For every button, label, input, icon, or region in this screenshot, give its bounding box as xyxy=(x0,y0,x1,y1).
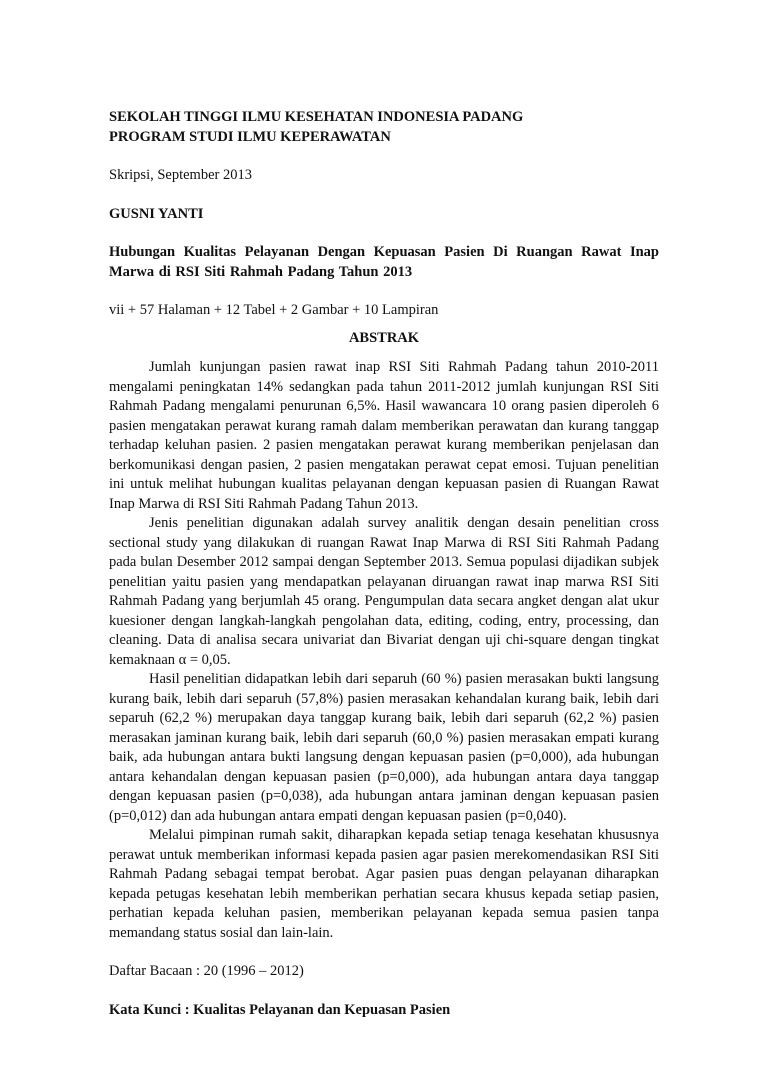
abstract-heading: ABSTRAK xyxy=(348,329,420,346)
abstract-paragraph: Melalui pimpinan rumah sakit, diharapkan kepada setiap tenaga kesehatan khususnya perawat untuk memberikan informasi kepada pasien agar pasien merekomendasikan RSI Siti Rahmah Padang sebagai tempat berobat. Agar pasien puas dengan pelayanan diharapkan kepada petugas kesehatan lebih memberikan perhatian secara khusus kepada setiap pasien, perhatian kepada keluhan pasien, memberikan pelayanan kepada semua pasien tanpa memandang status sosial dan lain-lain. xyxy=(109,827,659,941)
abstract-paragraph: Jumlah kunjungan pasien rawat inap RSI Siti Rahmah Padang tahun 2010-2011 mengalami peningkatan 14% sedangkan pada tahun 2011-2012 jumlah kunjungan RSI Siti Rahmah Padang mengalami penurunan 6,5%. Hasil wawancara 10 orang pasien diperoleh 6 pasien mengatakan perawat kurang ramah dalam memberikan perawatan dan kurang tanggap terhadap keluhan pasien. 2 pasien mengatakan perawat kurang memberikan penjelasan dan berkomunikasi dengan pasien, 2 pasien mengatakan perawat cepat emosi. Tujuan penelitian ini untuk melihat hubungan kualitas pelayanan dengan kepuasan pasien di Ruangan Rawat Inap Marwa di RSI Siti Rahmah Padang Tahun 2013. xyxy=(109,359,659,512)
abstract-paragraph: Hasil penelitian didapatkan lebih dari separuh (60 %) pasien merasakan bukti langsung kurang baik, lebih dari separuh (57,8%) pasien merasakan kehandalan kurang baik, lebih dari separuh (62,2 %) merupakan daya tanggap kurang baik, lebih dari separuh (62,2 %) pasien merasakan jaminan kurang baik, lebih dari separuh (60,0 %) pasien merasakan empati kurang baik, ada hubungan antara bukti langsung dengan kepuasan pasien (p=0,000), ada hubungan antara kehandalan dengan kepuasan pasien (p=0,000), ada hubungan antara daya tanggap dengan kepuasan pasien (p=0,038), ada hubungan antara jaminan dengan kepuasan pasien (p=0,012) dan ada hubungan antara empati dengan kepuasan pasien (p=0,040). xyxy=(109,671,659,824)
thesis-type-date: Skripsi, September 2013 xyxy=(109,167,252,183)
thesis-title: Hubungan Kualitas Pelayanan Dengan Kepuasan Pasien Di Ruangan Rawat Inap Marwa di RSI Siti Rahmah Padang Tahun 2013 xyxy=(109,244,659,280)
page-count-summary: vii + 57 Halaman + 12 Tabel + 2 Gambar + 10 Lampiran xyxy=(109,302,439,318)
abstract-paragraph: Jenis penelitian digunakan adalah survey analitik dengan desain penelitian cross sectional study yang dilakukan di ruangan Rawat Inap Marwa di RSI Siti Rahmah Padang pada bulan Desember 2012 sampai dengan September 2013. Semua populasi dijadikan subjek penelitian yaitu pasien yang mendapatkan pelayanan diruangan rawat inap marwa RSI Siti Rahmah Padang yang berjumlah 45 orang. Pengumpulan data secara angket dengan alat ukur kuesioner dengan langkah-langkah pengolahan data, editing, coding, entry, processing, dan cleaning. Data di analisa secara univariat dan Bivariat dengan uji chi-square dengan tingkat kemaknaan α = 0,05. xyxy=(109,515,659,668)
references-count: Daftar Bacaan : 20 (1996 – 2012) xyxy=(109,963,304,979)
institution-name: SEKOLAH TINGGI ILMU KESEHATAN INDONESIA PADANG xyxy=(109,109,524,125)
author-name: GUSNI YANTI xyxy=(109,205,204,222)
program-name: PROGRAM STUDI ILMU KEPERAWATAN xyxy=(109,128,391,145)
keywords: Kata Kunci : Kualitas Pelayanan dan Kepuasan Pasien xyxy=(109,1001,451,1018)
document-page xyxy=(109,108,659,1020)
